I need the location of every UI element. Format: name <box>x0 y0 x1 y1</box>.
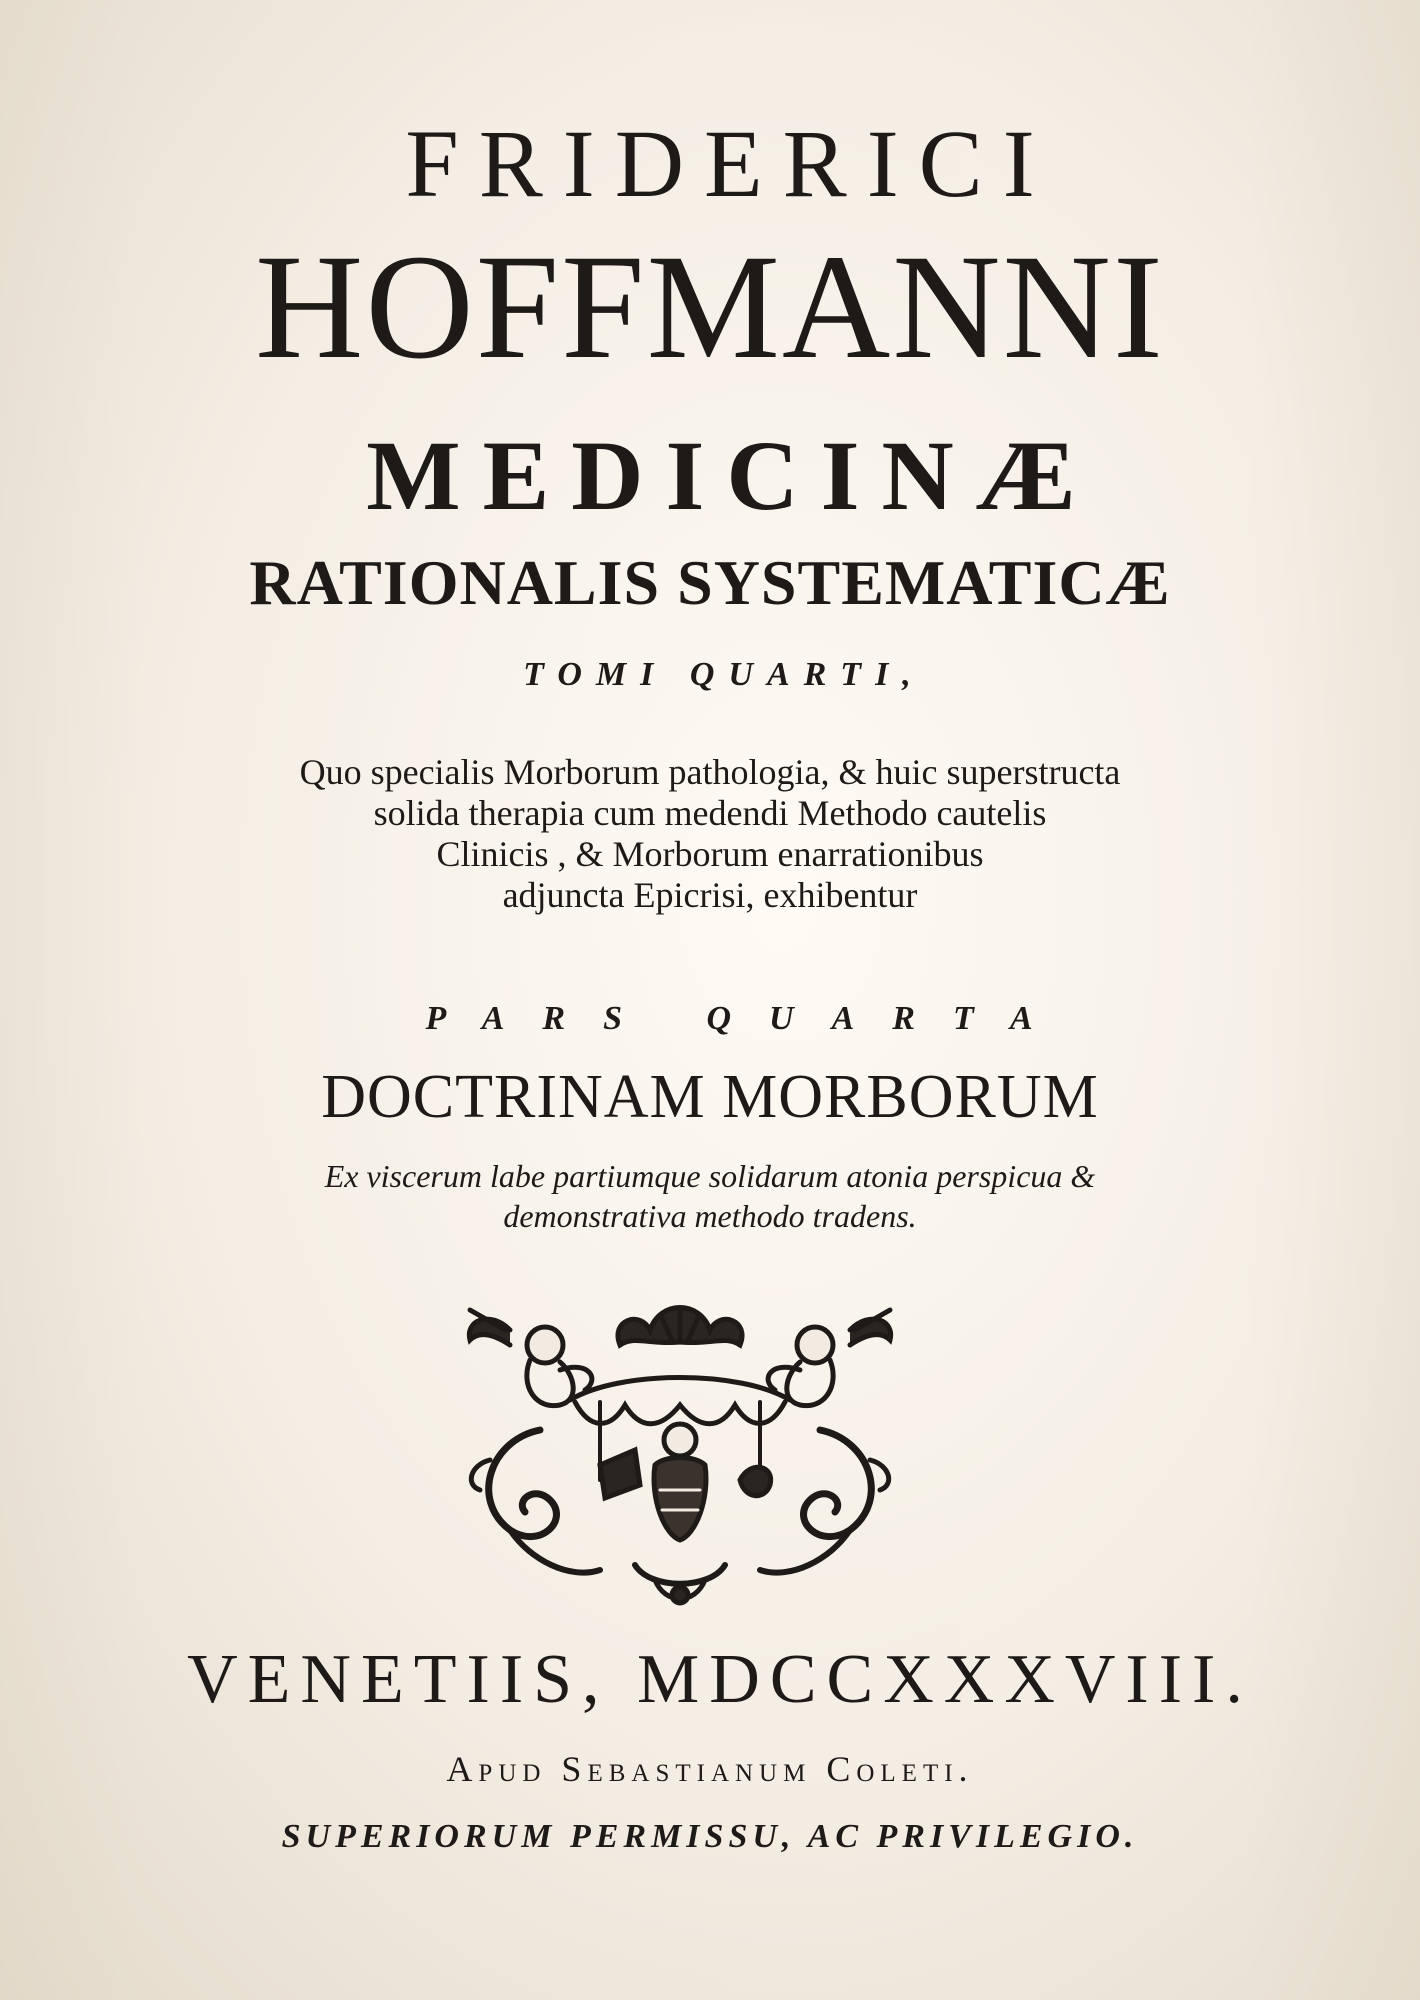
title-medicinae: MEDICINÆ <box>366 420 1098 531</box>
imprint-place-date: VENETIIS, MDCCXXXVIII. <box>187 1641 1253 1718</box>
description-line: Clinicis , & Morborum enarrationibus <box>436 834 984 874</box>
part-label: PARS QUARTA <box>425 1000 1071 1037</box>
doctrine-heading: DOCTRINAM MORBORUM <box>321 1063 1099 1131</box>
description-line: adjuncta Epicrisi, exhibentur <box>502 875 918 915</box>
subtitle-line: demonstrativa methodo tradens. <box>503 1198 917 1234</box>
printer-line: Apud Sebastianum Coleti. <box>446 1749 974 1789</box>
author-first-name: FRIDERICI <box>405 110 1055 217</box>
volume-label: TOMI QUARTI, <box>523 656 925 693</box>
printers-device-cherubs-icon <box>450 1290 910 1610</box>
description-block <box>140 752 1280 916</box>
author-surname: HOFFMANNI <box>255 224 1165 390</box>
description-line: Quo specialis Morborum pathologia, & huic superstructa <box>299 752 1121 792</box>
subtitle-block <box>150 1156 1270 1236</box>
subtitle-line: Ex viscerum labe partiumque solidarum atonia perspicua & <box>324 1158 1096 1194</box>
description-line: solida therapia cum medendi Methodo cautelis <box>373 793 1047 833</box>
title-rationalis-systematicae: RATIONALIS SYSTEMATICÆ <box>249 547 1171 618</box>
privilege-line: SUPERIORUM PERMISSU, AC PRIVILEGIO. <box>281 1818 1139 1855</box>
